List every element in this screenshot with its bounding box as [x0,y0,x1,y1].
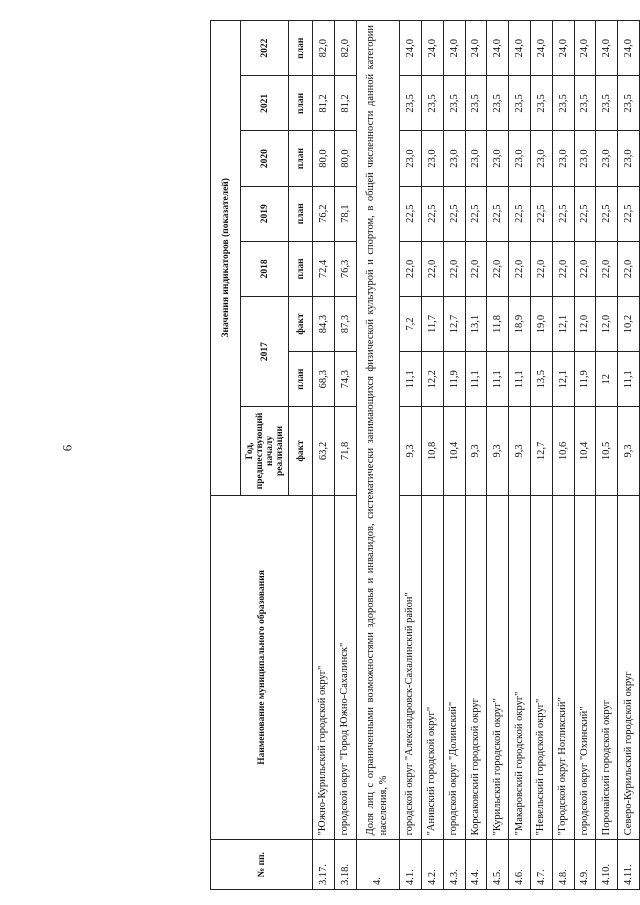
value-cell-p2017: 11,1 [400,352,422,407]
value-cell-v2022: 24,0 [509,21,531,76]
value-cell-v2022: 24,0 [530,21,552,76]
value-cell-f2017: 12,7 [443,296,465,351]
value-cell-v2020: 23,0 [552,131,574,186]
header-year-2018: 2018 [241,241,289,296]
value-cell-base: 12,7 [530,407,552,495]
table-row [574,21,596,890]
value-cell-base: 9,3 [465,407,487,495]
value-cell-base: 63,2 [313,407,335,495]
section-num: 4. [356,840,399,890]
row-number: 4.1. [400,840,422,890]
row-number: 3.18. [334,840,356,890]
table-row [465,21,487,890]
value-cell-v2019: 22,5 [574,186,596,241]
page-number: 6 [59,444,75,452]
row-number: 4.8. [552,840,574,890]
value-cell-f2017: 19,0 [530,296,552,351]
value-cell-p2017: 11,1 [618,352,640,407]
header-fact: факт [289,296,313,351]
row-number: 4.5. [487,840,509,890]
header-name: Наименование муниципального образования [211,495,313,840]
value-cell-f2017: 11,7 [421,296,443,351]
municipality-name: городской округ "Александровск-Сахалинский район" [400,495,422,840]
value-cell-base: 71,8 [334,407,356,495]
row-number: 4.6. [509,840,531,890]
value-cell-v2022: 82,0 [334,21,356,76]
header-year-2020: 2020 [241,131,289,186]
value-cell-base: 9,3 [509,407,531,495]
municipality-name: городской округ "Город Южно-Сахалинск" [334,495,356,840]
value-cell-v2019: 76,2 [313,186,335,241]
value-cell-v2019: 22,5 [400,186,422,241]
value-cell-f2017: 12,0 [596,296,618,351]
value-cell-base: 10,6 [552,407,574,495]
table-row [509,21,531,890]
table-row [596,21,618,890]
row-number: 4.7. [530,840,552,890]
municipality-name: "Городской округ Ногликский" [552,495,574,840]
row-number: 3.17. [313,840,335,890]
value-cell-v2022: 24,0 [400,21,422,76]
value-cell-p2017: 11,9 [574,352,596,407]
value-cell-v2019: 22,5 [618,186,640,241]
value-cell-v2018: 22,0 [530,241,552,296]
header-plan: план [289,241,313,296]
value-cell-p2017: 12,2 [421,352,443,407]
value-cell-v2020: 23,0 [509,131,531,186]
value-cell-v2018: 22,0 [618,241,640,296]
municipality-name: "Анивский городской округ" [421,495,443,840]
value-cell-v2020: 23,0 [421,131,443,186]
value-cell-v2020: 23,0 [618,131,640,186]
value-cell-f2017: 12,0 [574,296,596,351]
value-cell-base: 10,8 [421,407,443,495]
value-cell-v2020: 23,0 [596,131,618,186]
value-cell-v2021: 81,2 [334,76,356,131]
value-cell-base: 10,5 [596,407,618,495]
table-row [487,21,509,890]
value-cell-base: 9,3 [400,407,422,495]
value-cell-v2020: 23,0 [530,131,552,186]
value-cell-v2021: 23,5 [487,76,509,131]
header-plan: план [289,21,313,76]
header-year-2022: 2022 [241,21,289,76]
value-cell-v2018: 22,0 [443,241,465,296]
table-row [618,21,640,890]
value-cell-v2020: 80,0 [313,131,335,186]
header-plan: план [289,186,313,241]
value-cell-v2018: 22,0 [400,241,422,296]
value-cell-f2017: 12,1 [552,296,574,351]
value-cell-v2022: 24,0 [618,21,640,76]
value-cell-v2019: 22,5 [596,186,618,241]
header-year-2021: 2021 [241,76,289,131]
value-cell-p2017: 11,9 [443,352,465,407]
value-cell-f2017: 10,2 [618,296,640,351]
table-row [421,21,443,890]
municipality-name: городской округ "Долинский" [443,495,465,840]
indicators-table [210,20,640,890]
municipality-name: "Курильский городской округ" [487,495,509,840]
municipality-name: "Макаровский городской округ" [509,495,531,840]
value-cell-v2021: 23,5 [596,76,618,131]
value-cell-v2021: 81,2 [313,76,335,131]
header-year-2019: 2019 [241,186,289,241]
value-cell-v2019: 22,5 [530,186,552,241]
header-year-2017: 2017 [241,296,289,406]
value-cell-v2018: 22,0 [421,241,443,296]
value-cell-v2020: 23,0 [465,131,487,186]
value-cell-v2019: 22,5 [443,186,465,241]
header-fact: факт [289,407,313,495]
value-cell-v2018: 22,0 [487,241,509,296]
value-cell-f2017: 11,8 [487,296,509,351]
value-cell-p2017: 68,3 [313,352,335,407]
value-cell-v2018: 22,0 [465,241,487,296]
value-cell-v2020: 23,0 [400,131,422,186]
value-cell-p2017: 11,1 [509,352,531,407]
table-row [552,21,574,890]
value-cell-v2022: 24,0 [574,21,596,76]
value-cell-p2017: 12,1 [552,352,574,407]
rotated-table-container [210,20,640,890]
value-cell-p2017: 12 [596,352,618,407]
header-values-group: Значения индикаторов (показателей) [211,21,241,496]
value-cell-v2021: 23,5 [400,76,422,131]
municipality-name: Северо-Курильский городской округ [618,495,640,840]
value-cell-v2018: 76,3 [334,241,356,296]
row-number: 4.11. [618,840,640,890]
municipality-name: Поронайский городской округ [596,495,618,840]
value-cell-f2017: 84,3 [313,296,335,351]
value-cell-v2018: 72,4 [313,241,335,296]
header-plan: план [289,76,313,131]
section-title: Доля лиц с ограниченными возможностями здоровья и инвалидов, систематически занимающихся физической культурой и спортом, в общей численности данной категории населения, % [356,21,399,840]
value-cell-v2020: 80,0 [334,131,356,186]
row-number: 4.9. [574,840,596,890]
value-cell-v2022: 24,0 [487,21,509,76]
value-cell-v2021: 23,5 [618,76,640,131]
value-cell-v2020: 23,0 [574,131,596,186]
value-cell-v2021: 23,5 [443,76,465,131]
value-cell-f2017: 18,9 [509,296,531,351]
value-cell-f2017: 13,1 [465,296,487,351]
value-cell-v2021: 23,5 [509,76,531,131]
value-cell-v2021: 23,5 [530,76,552,131]
value-cell-p2017: 11,1 [487,352,509,407]
value-cell-v2020: 23,0 [487,131,509,186]
value-cell-p2017: 11,1 [465,352,487,407]
municipality-name: "Южно-Курильский городской округ" [313,495,335,840]
value-cell-v2019: 22,5 [421,186,443,241]
value-cell-v2022: 24,0 [552,21,574,76]
value-cell-v2019: 22,5 [465,186,487,241]
value-cell-v2021: 23,5 [465,76,487,131]
table-row [443,21,465,890]
value-cell-v2021: 23,5 [552,76,574,131]
value-cell-v2022: 24,0 [443,21,465,76]
value-cell-v2022: 24,0 [596,21,618,76]
value-cell-v2019: 22,5 [552,186,574,241]
value-cell-f2017: 7,2 [400,296,422,351]
header-plan: план [289,131,313,186]
table-row [313,21,335,890]
municipality-name: городской округ "Охинский" [574,495,596,840]
value-cell-base: 10,4 [443,407,465,495]
row-number: 4.4. [465,840,487,890]
row-number: 4.2. [421,840,443,890]
value-cell-v2018: 22,0 [552,241,574,296]
value-cell-v2019: 78,1 [334,186,356,241]
value-cell-v2018: 22,0 [596,241,618,296]
value-cell-v2021: 23,5 [574,76,596,131]
row-number: 4.10. [596,840,618,890]
value-cell-v2018: 22,0 [509,241,531,296]
header-base-year: Год, предшествующий началу реализации [241,407,289,495]
municipality-name: Корсаковский городской округ [465,495,487,840]
value-cell-v2021: 23,5 [421,76,443,131]
table-row [400,21,422,890]
value-cell-v2022: 24,0 [421,21,443,76]
value-cell-v2018: 22,0 [574,241,596,296]
table-row [530,21,552,890]
value-cell-v2020: 23,0 [443,131,465,186]
table-row [334,21,356,890]
value-cell-base: 9,3 [487,407,509,495]
value-cell-v2019: 22,5 [509,186,531,241]
header-num: № пп. [211,840,313,890]
value-cell-v2019: 22,5 [487,186,509,241]
value-cell-v2022: 24,0 [465,21,487,76]
value-cell-v2022: 82,0 [313,21,335,76]
value-cell-p2017: 13,5 [530,352,552,407]
value-cell-base: 9,3 [618,407,640,495]
value-cell-p2017: 74,3 [334,352,356,407]
municipality-name: "Невельский городской округ" [530,495,552,840]
row-number: 4.3. [443,840,465,890]
value-cell-f2017: 87,3 [334,296,356,351]
value-cell-base: 10,4 [574,407,596,495]
header-plan: план [289,352,313,407]
